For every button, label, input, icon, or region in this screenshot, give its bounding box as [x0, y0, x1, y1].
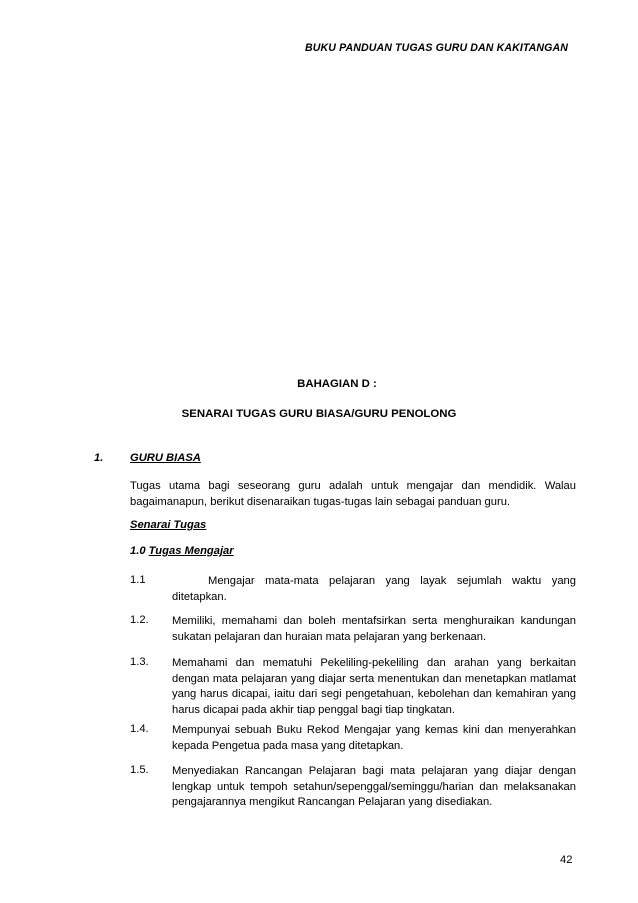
subheading-senarai-tugas: Senarai Tugas [130, 519, 207, 531]
item-text: Mempunyai sebuah Buku Rekod Mengajar yang kemas kini dan menyerahkan kepada Pengetua pada masa yang ditetapkan. [172, 724, 576, 752]
item-text: Memiliki, memahami dan boleh mentafsirkan serta menghuraikan kandungan sukatan pelajaran dan huraian mata pelajaran yang berkenaan. [172, 615, 576, 643]
item-text: Menyediakan Rancangan Pelajaran bagi mata pelajaran yang diajar dengan lengkap untuk tempoh setahun/sepenggal/seminggu/harian dan melaksanakan pengajarannya mengikut Rancangan Pelajaran yang disediakan. [172, 765, 576, 809]
item-number: 1.3. [130, 656, 149, 668]
intro-paragraph: Tugas utama bagi seseorang guru adalah untuk mengajar dan mendidik. Walau bagaimanapun, berikut disenaraikan tugas-tugas lain sebagai panduan guru. [130, 480, 576, 508]
subheading-title: Tugas Mengajar [148, 545, 234, 557]
item-number: 1.1 [130, 574, 146, 586]
item-number: 1.2. [130, 614, 149, 626]
section-subtitle: SENARAI TUGAS GURU BIASA/GURU PENOLONG [181, 408, 457, 420]
heading-title: GURU BIASA [130, 452, 201, 464]
subheading-number: 1.0 [130, 545, 146, 557]
item-text: Memahami dan mematuhi Pekeliling-pekeliling dan arahan yang berkaitan dengan mata pelajaran yang diajar serta menentukan dan menetapkan matlamat yang harus dicapai, iaitu dari segi pengetahuan, kebolehan dan kemahiran yang harus dicapai pada akhir tiap penggal bagi tiap tingkatan. [172, 657, 576, 716]
item-number: 1.4. [130, 723, 149, 735]
heading-number: 1. [94, 452, 104, 464]
item-text: Mengajar mata-mata pelajaran yang layak sejumlah waktu yang ditetapkan. [172, 575, 576, 603]
page-number: 42 [560, 854, 573, 866]
section-title: BAHAGIAN D : [297, 378, 377, 390]
subheading-tugas-mengajar [130, 545, 234, 557]
item-number: 1.5. [130, 764, 149, 776]
running-header: BUKU PANDUAN TUGAS GURU DAN KAKITANGAN [305, 42, 568, 54]
